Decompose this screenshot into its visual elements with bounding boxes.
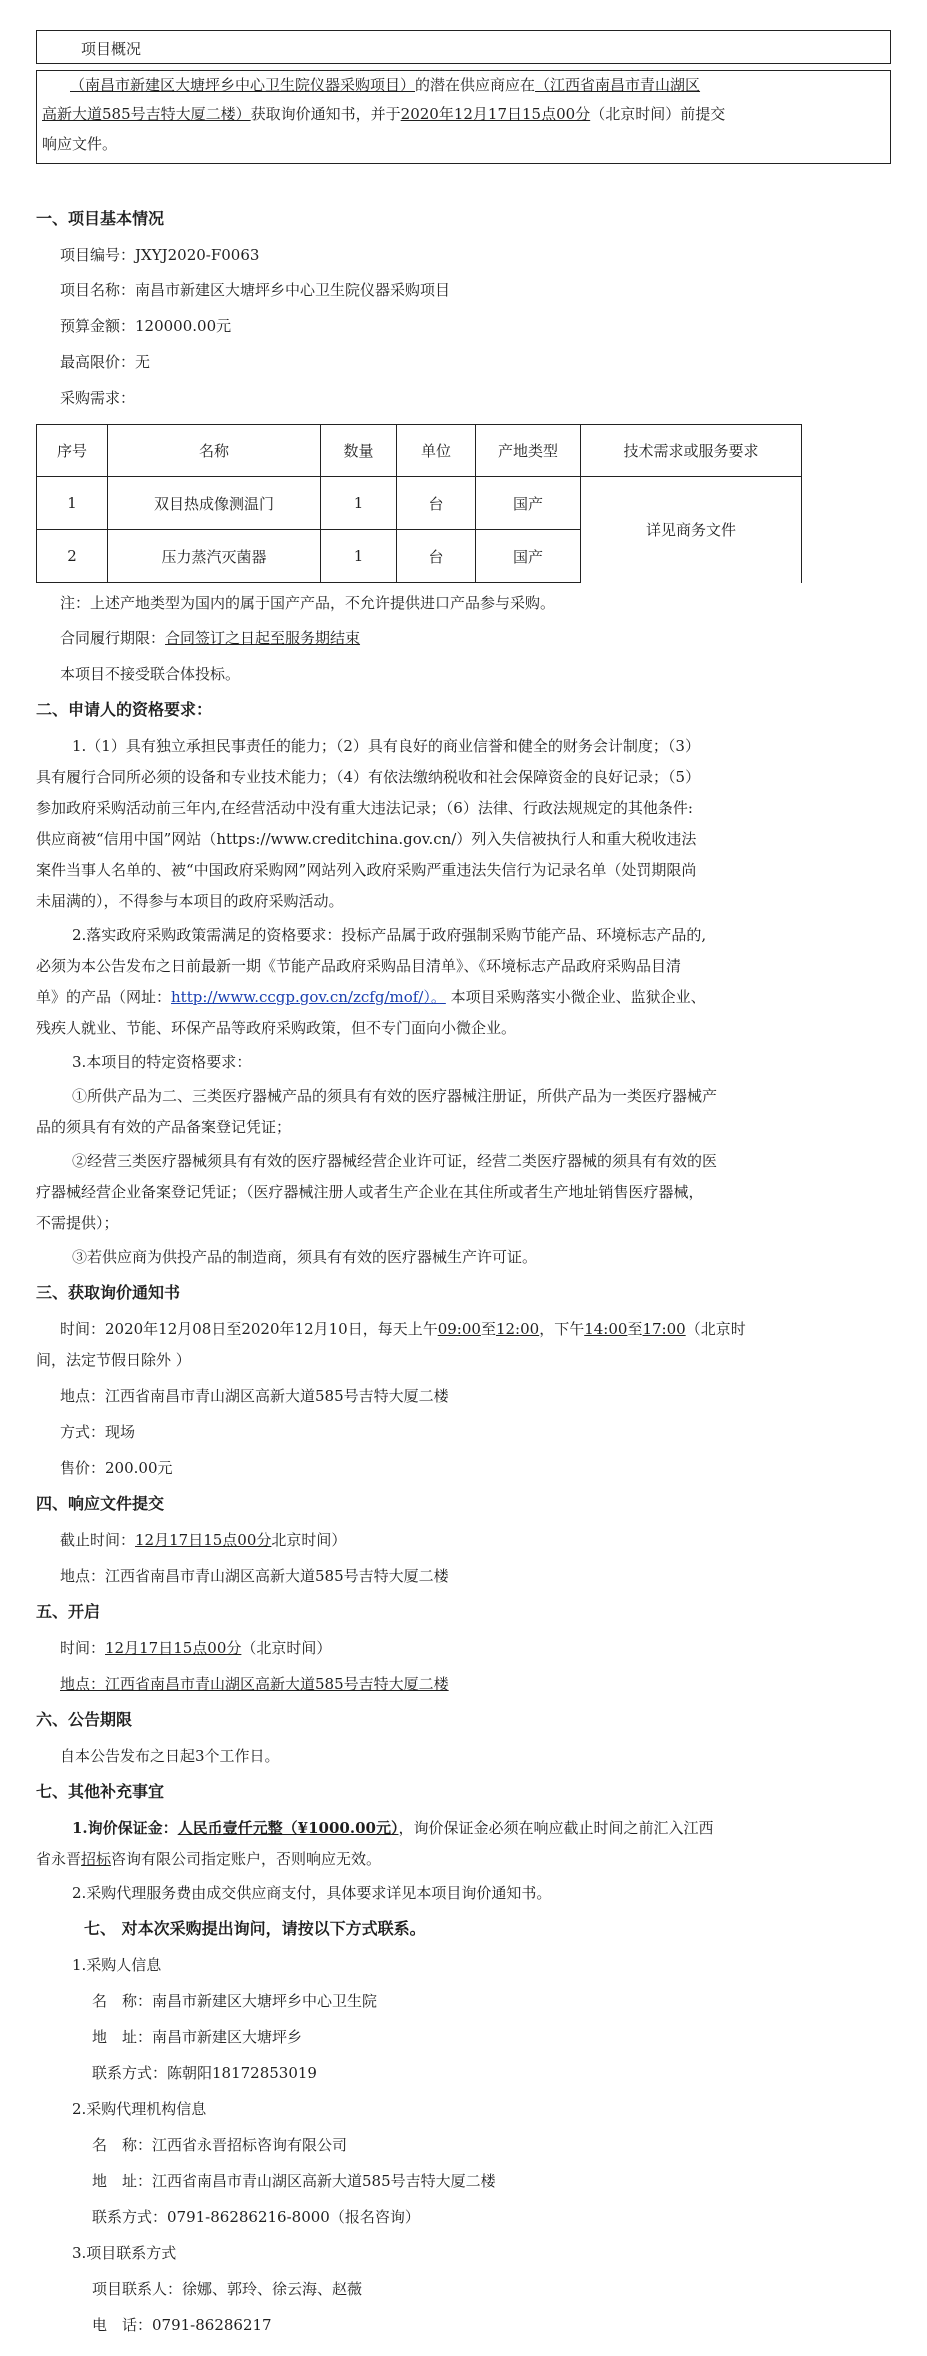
agent-title: 2.采购代理机构信息 — [72, 2100, 207, 2118]
submit-deadline-value: 12月17日15点00分 — [135, 1531, 272, 1549]
buyer-title: 1.采购人信息 — [72, 1956, 162, 1974]
pm-start: 14:00 — [584, 1320, 628, 1338]
merged-requirement-cell: 详见商务文件 — [581, 477, 802, 583]
pm-end: 17:00 — [642, 1320, 686, 1338]
row-2-no: 2 — [37, 530, 108, 583]
section-1-title: 一、项目基本情况 — [36, 209, 165, 228]
qual-3-2-line-3: 不需提供）； — [36, 1214, 119, 1232]
section-4-title: 四、响应文件提交 — [36, 1494, 165, 1513]
qual-3-2-line-2: 疗器械经营企业备案登记凭证；（医疗器械注册人或者生产企业在其住所或者生产地址销售医疗器械， — [36, 1183, 704, 1201]
col-header-req: 技术需求或服务要求 — [581, 425, 802, 477]
obtain-time-text: （北京时 — [685, 1320, 746, 1338]
qual-3-2-line-1: ②经营三类医疗器械须具有有效的医疗器械经营企业许可证，经营二类医疗器械的须具有有效的医 — [72, 1152, 718, 1170]
project-contact-people: 项目联系人：徐娜、郭玲、徐云海、赵薇 — [92, 2280, 363, 2298]
project-name: 项目名称：南昌市新建区大塘坪乡中心卫生院仪器采购项目 — [60, 281, 451, 299]
qual-2-line-1: 2.落实政府采购政策需满足的资格要求：投标产品属于政府强制采购节能产品、环境标志产品的, — [72, 926, 707, 944]
overview-header: 项目概况 — [81, 40, 142, 58]
obtain-price: 售价：200.00元 — [60, 1459, 173, 1477]
section-3-title: 三、获取询价通知书 — [36, 1283, 181, 1302]
row-1-origin: 国产 — [476, 477, 581, 530]
project-contact-title: 3.项目联系方式 — [72, 2244, 177, 2262]
open-time-suffix: （北京时间） — [241, 1639, 332, 1657]
submit-deadline-label: 截止时间： — [60, 1531, 136, 1549]
overview-text: （北京时间）前提交 — [590, 105, 726, 123]
deadline-inline: 2020年12月17日15点00分 — [400, 105, 591, 123]
col-header-no: 序号 — [37, 425, 108, 477]
open-time — [60, 1639, 900, 1657]
obtain-time-text: 时间：2020年12月08日至2020年12月10日，每天上午 — [60, 1320, 438, 1338]
obtain-time-2: 间，法定节假日除外 ） — [36, 1351, 191, 1369]
qual-2-line-2: 必须为本公告发布之日前最新一期《节能产品政府采购品目清单》、《环境标志产品政府采购品目清 — [36, 957, 682, 975]
demand-label: 采购需求： — [60, 389, 136, 407]
am-end: 12:00 — [495, 1320, 540, 1338]
contact-section-title: 七、 对本次采购提出询问，请按以下方式联系。 — [84, 1919, 426, 1938]
max-price: 最高限价：无 — [60, 353, 151, 371]
row-1-name: 双目热成像测温门 — [108, 477, 321, 530]
qual-1-line-6: 未届满的），不得参与本项目的政府采购活动。 — [36, 892, 344, 910]
section-5-title: 五、开启 — [36, 1602, 101, 1621]
qual-3-3: ③若供应商为供投产品的制造商，须具有有效的医疗器械生产许可证。 — [72, 1248, 538, 1266]
open-place: 地点：江西省南昌市青山湖区高新大道585号吉特大厦二楼 — [60, 1675, 449, 1693]
col-header-name: 名称 — [108, 425, 321, 477]
agent-contact: 联系方式：0791-86286216-8000（报名咨询） — [92, 2208, 420, 2226]
qual-3-title: 3.本项目的特定资格要求： — [72, 1053, 252, 1071]
qual-2-line-4: 残疾人就业、节能、环保产品等政府采购政策，但不专门面向小微企业。 — [36, 1019, 517, 1037]
qual-2-text: 本项目采购落实小微企业、监狱企业、 — [445, 988, 706, 1006]
deposit-line-1 — [72, 1819, 912, 1837]
agent-address: 地 址：江西省南昌市青山湖区高新大道585号吉特大厦二楼 — [92, 2172, 496, 2190]
obtain-time-text: 至 — [627, 1320, 643, 1338]
project-contact-phone: 电 话：0791-86286217 — [92, 2316, 272, 2334]
deposit-line-2 — [36, 1850, 876, 1868]
budget: 预算金额：120000.00元 — [60, 317, 232, 335]
overview-text: 获取询价通知书，并于 — [250, 105, 401, 123]
buyer-contact: 联系方式：陈朝阳18172853019 — [92, 2064, 317, 2082]
contract-period-value: 合同签订之日起至服务期结束 — [165, 629, 361, 647]
deposit-text: 咨询有限公司指定账户，否则响应无效。 — [111, 1850, 382, 1868]
deposit-text-underlined: 招标 — [81, 1850, 112, 1868]
buyer-address: 地 址：南昌市新建区大塘坪乡 — [92, 2028, 303, 2046]
contract-period — [60, 629, 900, 647]
qual-1-line-1: 1.（1）具有独立承担民事责任的能力；（2）具有良好的商业信誉和健全的财务会计制度；（3） — [72, 737, 700, 755]
deposit-text: ，询价保证金必须在响应截止时间之前汇入江西 — [398, 1819, 714, 1837]
ccgp-link[interactable]: http://www.ccgp.gov.cn/zcfg/mof/）。 — [171, 988, 446, 1006]
project-number: 项目编号：JXYJ2020-F0063 — [60, 246, 260, 264]
col-header-unit: 单位 — [397, 425, 476, 477]
obtain-time-text: 至 — [480, 1320, 496, 1338]
agency-fee: 2.采购代理服务费由成交供应商支付，具体要求详见本项目询价通知书。 — [72, 1884, 552, 1902]
submit-deadline-suffix: 北京时间） — [271, 1531, 347, 1549]
am-start: 09:00 — [437, 1320, 481, 1338]
deposit-value: 人民币壹仟元整（¥1000.00元） — [177, 1819, 399, 1837]
row-2-unit: 台 — [397, 530, 476, 583]
submit-deadline — [60, 1531, 900, 1549]
qual-1-line-4: 供应商被“信用中国”网站（https://www.creditchina.gov.cn/）列入失信被执行人和重大税收违法 — [36, 830, 697, 848]
obtain-method: 方式：现场 — [60, 1423, 136, 1441]
row-2-qty: 1 — [321, 530, 397, 583]
buyer-name: 名 称：南昌市新建区大塘坪乡中心卫生院 — [92, 1992, 378, 2010]
obtain-time-text: ，下午 — [539, 1320, 585, 1338]
address-inline: （江西省南昌市青山湖区 — [535, 76, 701, 94]
requirements-table — [36, 424, 802, 583]
obtain-time — [60, 1320, 900, 1338]
table-row — [37, 477, 802, 530]
qual-2-line-3 — [36, 988, 876, 1006]
qual-1-line-5: 案件当事人名单的、被“中国政府采购网”网站列入政府采购严重违法失信行为记录名单（处罚期限尚 — [36, 861, 697, 879]
agent-name: 名 称：江西省永晋招标咨询有限公司 — [92, 2136, 348, 2154]
overview-header-box — [36, 30, 891, 64]
deposit-text: 省永晋 — [36, 1850, 82, 1868]
contract-period-label: 合同履行期限： — [60, 629, 166, 647]
qual-1-line-3: 参加政府采购活动前三年内,在经营活动中没有重大违法记录；（6）法律、行政法规规定的其他条件: — [36, 799, 693, 817]
address-inline-2: 高新大道585号吉特大厦二楼） — [42, 105, 251, 123]
open-time-label: 时间： — [60, 1639, 106, 1657]
row-1-unit: 台 — [397, 477, 476, 530]
section-6-title: 六、公告期限 — [36, 1710, 133, 1729]
section-7-title: 七、其他补充事宜 — [36, 1782, 165, 1801]
no-consortium: 本项目不接受联合体投标。 — [60, 665, 241, 683]
row-1-qty: 1 — [321, 477, 397, 530]
qual-3-1-line-2: 品的须具有有效的产品备案登记凭证； — [36, 1118, 292, 1136]
section-2-title: 二、申请人的资格要求： — [36, 700, 213, 719]
row-2-origin: 国产 — [476, 530, 581, 583]
project-name-inline: （南昌市新建区大塘坪乡中心卫生院仪器采购项目） — [70, 76, 416, 94]
deposit-label: 1.询价保证金： — [72, 1819, 178, 1837]
obtain-place: 地点：江西省南昌市青山湖区高新大道585号吉特大厦二楼 — [60, 1387, 449, 1405]
notice-period: 自本公告发布之日起3个工作日。 — [60, 1747, 280, 1765]
overview-line-2 — [42, 105, 882, 123]
qual-3-1-line-1: ①所供产品为二、三类医疗器械产品的须具有有效的医疗器械注册证，所供产品为一类医疗器械产 — [72, 1087, 718, 1105]
qual-1-line-2: 具有履行合同所必须的设备和专业技术能力；（4）有依法缴纳税收和社会保障资金的良好记录；（5） — [36, 768, 701, 786]
col-header-origin: 产地类型 — [476, 425, 581, 477]
overview-line-3: 响应文件。 — [42, 135, 118, 153]
qual-2-text: 单》的产品（网址： — [36, 988, 172, 1006]
table-header-row — [37, 425, 802, 477]
origin-note: 注：上述产地类型为国内的属于国产产品，不允许提供进口产品参与采购。 — [60, 594, 556, 612]
submit-place: 地点：江西省南昌市青山湖区高新大道585号吉特大厦二楼 — [60, 1567, 449, 1585]
col-header-qty: 数量 — [321, 425, 397, 477]
open-time-value: 12月17日15点00分 — [105, 1639, 242, 1657]
overview-text: 的潜在供应商应在 — [415, 76, 536, 94]
row-2-name: 压力蒸汽灭菌器 — [108, 530, 321, 583]
row-1-no: 1 — [37, 477, 108, 530]
overview-line-1 — [70, 76, 910, 94]
